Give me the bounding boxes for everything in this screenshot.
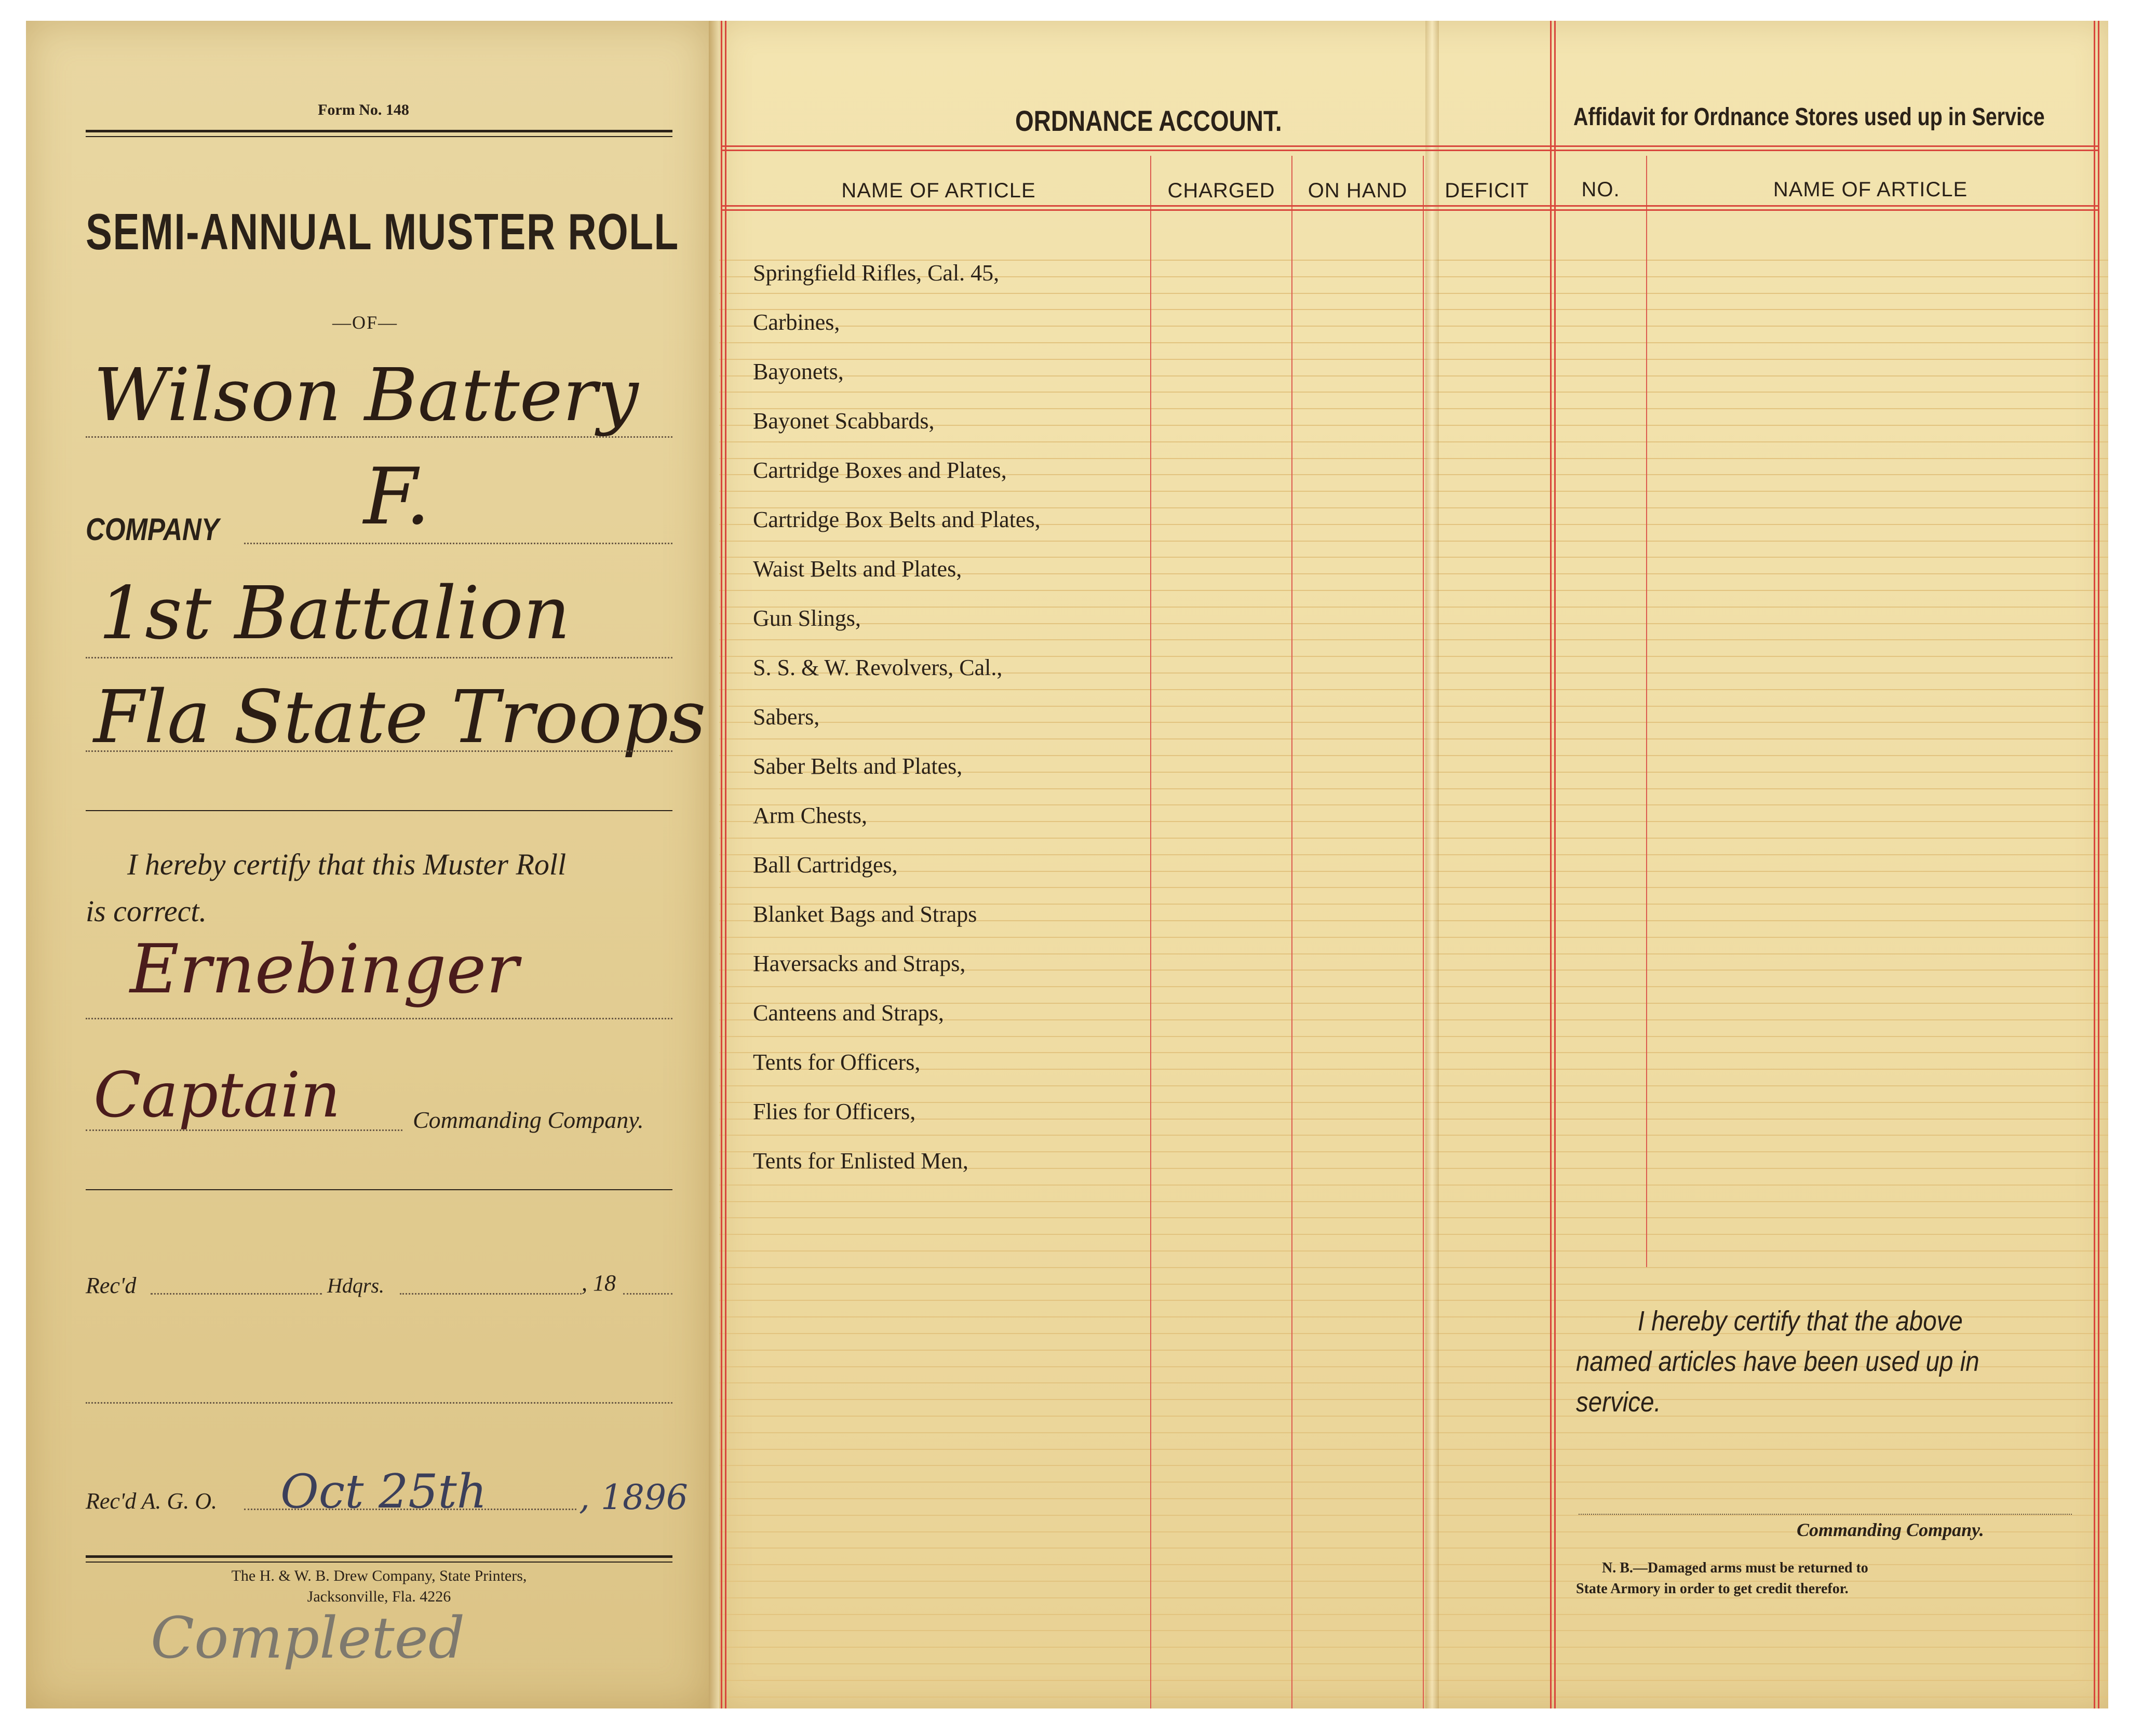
article-row: Blanket Bags and Straps	[753, 901, 977, 927]
unit-name: Wilson Battery	[93, 353, 639, 438]
ruled-line	[719, 1119, 2108, 1120]
article-row: Tents for Officers,	[753, 1049, 921, 1075]
ruled-line	[719, 1449, 2108, 1450]
affidavit-title: Affidavit for Ordnance Stores used up in Service	[1573, 103, 2045, 131]
recd-ago-year: , 1896	[579, 1477, 688, 1517]
battalion-line	[86, 657, 672, 658]
col-on-hand: ON HAND	[1308, 179, 1408, 202]
article-row: Haversacks and Straps,	[753, 951, 966, 976]
ruled-line	[719, 590, 2108, 591]
signature-line	[86, 1018, 672, 1019]
ledger-border-right	[2094, 21, 2095, 1708]
footer-rule-thin	[86, 1562, 672, 1563]
article-row: Bayonets,	[753, 359, 844, 384]
hdqrs-label: Hdqrs.	[327, 1274, 385, 1297]
rank-line	[86, 1129, 402, 1131]
recd-ago-date: Oct 25th	[280, 1464, 487, 1519]
col-deficit: DEFICIT	[1445, 179, 1529, 202]
ruled-line	[719, 1647, 2108, 1648]
ruled-line	[719, 1697, 2108, 1698]
article-row: Carbines,	[753, 309, 840, 335]
article-row: Springfield Rifles, Cal. 45,	[753, 260, 1000, 286]
captain-signature: Ernebinger	[130, 930, 519, 1008]
ledger-border-left-2	[725, 21, 726, 1708]
ruled-line	[719, 804, 2108, 805]
nb-line-1: N. B.—Damaged arms must be returned to	[1602, 1560, 1868, 1576]
col-divider-onhand	[1291, 156, 1292, 1708]
ruled-line	[719, 887, 2108, 888]
affidavit-certify-line-1: I hereby certify that the above	[1637, 1306, 1963, 1337]
page-fold	[709, 21, 719, 1708]
ruled-line	[719, 706, 2108, 707]
printer-line-1: The H. & W. B. Drew Company, State Printers,	[231, 1567, 527, 1584]
troops: Fla State Troops	[93, 675, 706, 760]
ruled-line	[719, 937, 2108, 938]
article-row: Canteens and Straps,	[753, 1000, 944, 1026]
recd-ago-label: Rec'd A. G. O.	[86, 1488, 217, 1514]
hdqrs-line	[400, 1293, 582, 1295]
commanding-label: Commanding Company.	[413, 1107, 644, 1133]
ruled-line	[719, 441, 2108, 442]
affidavit-nb	[1576, 1558, 1868, 1599]
ruled-line	[719, 986, 2108, 987]
article-row: Tents for Enlisted Men,	[753, 1148, 968, 1174]
ruled-line	[719, 1630, 2108, 1631]
article-row: S. S. & W. Revolvers, Cal.,	[753, 655, 1003, 680]
ruled-line	[719, 838, 2108, 839]
article-row: Waist Belts and Plates,	[753, 556, 962, 582]
unit-name-line	[86, 436, 672, 438]
ruled-line	[719, 821, 2108, 822]
ruled-line	[719, 1663, 2108, 1664]
year-prefix: , 18	[582, 1270, 616, 1296]
col-charged: CHARGED	[1167, 179, 1275, 202]
ruled-line	[719, 1498, 2108, 1499]
ruled-line	[719, 1597, 2108, 1598]
ruled-line	[719, 1201, 2108, 1202]
ruled-line	[719, 309, 2108, 310]
col-name-of-article: NAME OF ARTICLE	[841, 179, 1036, 202]
colhead-rule-red	[721, 205, 2099, 207]
troops-line	[86, 750, 672, 752]
ruled-line	[719, 1036, 2108, 1037]
affidavit-signature-line	[1579, 1514, 2072, 1515]
header-rule-red	[721, 145, 2099, 147]
ruled-line	[719, 1614, 2108, 1615]
col-name-of-article-2: NAME OF ARTICLE	[1773, 178, 1968, 201]
ruled-line	[719, 722, 2108, 723]
completed-stamp: Completed	[151, 1605, 465, 1671]
article-row: Flies for Officers,	[753, 1099, 916, 1124]
ruled-line	[719, 1564, 2108, 1565]
ruled-line	[719, 491, 2108, 492]
header-rule	[86, 130, 672, 132]
section-divider	[1550, 21, 1552, 1708]
company-label: COMPANY	[86, 512, 219, 547]
ruled-line	[719, 1680, 2108, 1681]
ruled-line	[719, 607, 2108, 608]
article-row: Bayonet Scabbards,	[753, 408, 935, 434]
article-row: Arm Chests,	[753, 803, 867, 828]
header-rule-thin	[86, 136, 672, 137]
affidavit-commanding: Commanding Company.	[1797, 1519, 1984, 1540]
ruled-line	[719, 1069, 2108, 1070]
ruled-line	[719, 639, 2108, 640]
col-divider-no	[1646, 156, 1647, 1267]
certify-line-1: I hereby certify that this Muster Roll	[127, 847, 567, 881]
recd-extra-line	[86, 1402, 672, 1404]
ruled-line	[719, 623, 2108, 624]
colhead-rule-red-2	[721, 209, 2099, 211]
ruled-line	[719, 788, 2108, 789]
of-label: —OF—	[332, 312, 398, 333]
ruled-line	[719, 689, 2108, 690]
ruled-line	[719, 854, 2108, 855]
certify-text	[86, 841, 678, 935]
ruled-line	[719, 1234, 2108, 1235]
section-rule-2	[86, 1189, 672, 1190]
ruled-line	[719, 359, 2108, 360]
printer-imprint	[86, 1566, 672, 1607]
ruled-line	[719, 1135, 2108, 1136]
ledger-border-right-2	[2098, 21, 2099, 1708]
ruled-line	[719, 1581, 2108, 1582]
ruled-line	[719, 392, 2108, 393]
ruled-line	[719, 1267, 2108, 1268]
article-row: Cartridge Boxes and Plates,	[753, 457, 1007, 483]
ruled-line	[719, 1217, 2108, 1218]
ruled-line	[719, 375, 2108, 376]
affidavit-certify-line-2: named articles have been used up in	[1576, 1346, 1979, 1377]
article-row: Gun Slings,	[753, 605, 861, 631]
article-row: Ball Cartridges,	[753, 852, 898, 878]
affidavit-certify	[1576, 1301, 2092, 1422]
ordnance-title: ORDNANCE ACCOUNT.	[1015, 104, 1282, 137]
ruled-line	[719, 293, 2108, 294]
printer-line-2: Jacksonville, Fla. 4226	[307, 1588, 451, 1605]
ruled-line	[719, 1085, 2108, 1086]
article-row: Sabers,	[753, 704, 820, 730]
ruled-line	[719, 342, 2108, 343]
section-divider-2	[1554, 21, 1556, 1708]
col-divider-charged	[1150, 156, 1151, 1708]
certify-line-2: is correct.	[86, 894, 207, 928]
company-value: F.	[363, 452, 430, 542]
col-no: NO.	[1581, 178, 1620, 201]
ruled-line	[719, 738, 2108, 739]
recd-line	[151, 1293, 322, 1295]
ruled-line	[719, 871, 2108, 872]
form-number: Form No. 148	[318, 101, 409, 118]
ruled-line	[719, 1432, 2108, 1433]
ruled-line	[719, 1250, 2108, 1251]
ruled-line	[719, 1284, 2108, 1285]
header-rule-red-2	[721, 150, 2099, 151]
ruled-line	[719, 326, 2108, 327]
affidavit-certify-line-3: service.	[1576, 1387, 1661, 1418]
nb-line-2: State Armory in order to get credit therefor.	[1576, 1581, 1849, 1597]
ruled-line	[719, 1482, 2108, 1483]
footer-rule	[86, 1555, 672, 1558]
battalion: 1st Battalion	[99, 571, 571, 656]
ledger-border-left	[721, 21, 722, 1708]
rank: Captain	[93, 1059, 341, 1132]
ledger-fold	[1425, 21, 1439, 1708]
ruled-line	[719, 1052, 2108, 1053]
col-divider-deficit	[1423, 156, 1424, 1708]
ruled-line	[719, 541, 2108, 542]
ruled-line	[719, 1185, 2108, 1186]
page-title: SEMI-ANNUAL MUSTER ROLL	[86, 203, 679, 260]
company-line	[244, 543, 672, 544]
article-row: Cartridge Box Belts and Plates,	[753, 507, 1041, 532]
ruled-line	[719, 1547, 2108, 1549]
section-rule	[86, 810, 672, 811]
article-row: Saber Belts and Plates,	[753, 753, 963, 779]
ruled-line	[719, 1102, 2108, 1103]
ruled-line	[719, 1465, 2108, 1466]
year-line	[623, 1293, 672, 1295]
recd-label: Rec'd	[86, 1273, 137, 1298]
ruled-line	[719, 1515, 2108, 1516]
